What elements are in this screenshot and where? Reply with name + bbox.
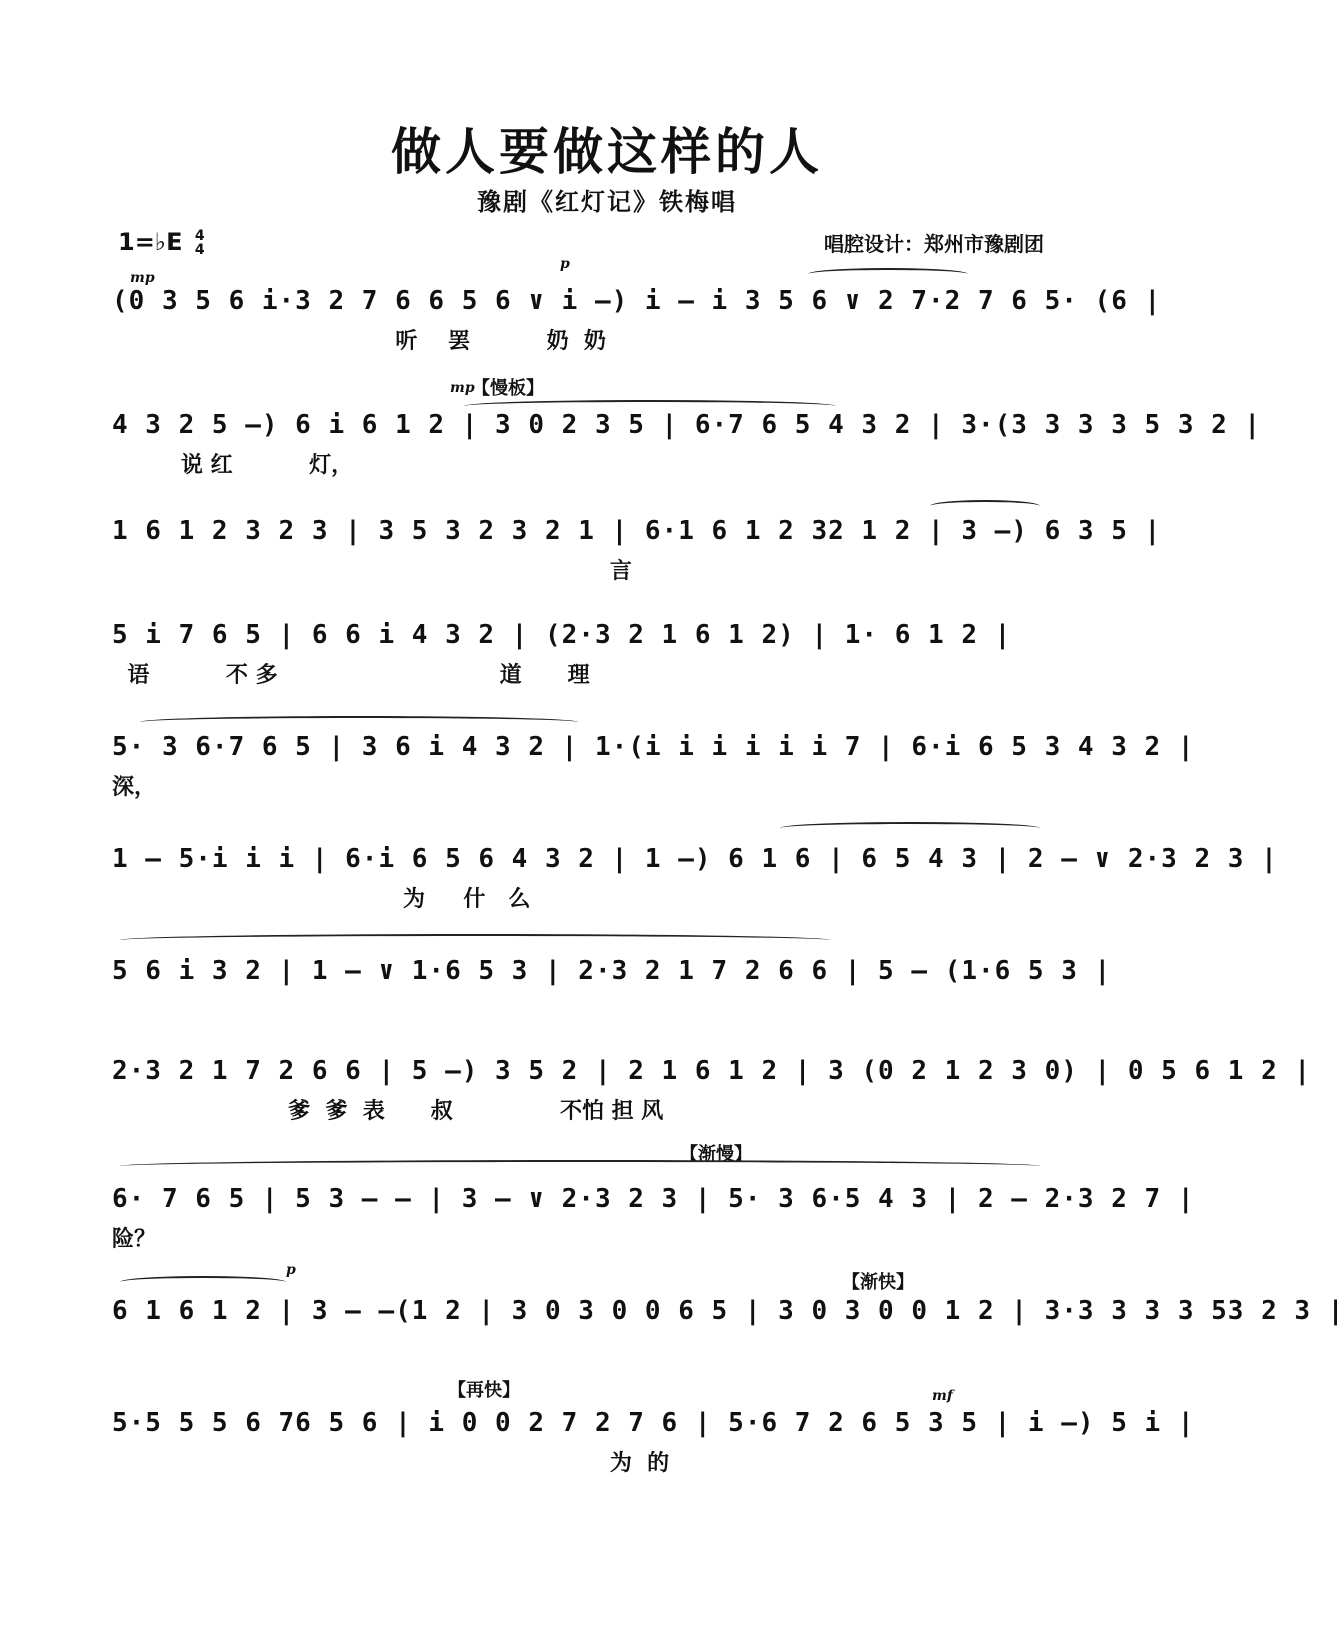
- page-title: 做人要做这样的人: [391, 122, 823, 181]
- notation-line-5: [112, 732, 1195, 800]
- time-signature-bottom: 4: [194, 242, 205, 258]
- notation-line-7: [112, 956, 1112, 1024]
- notation-notes: 6 1 6 1 2 | 3 – –(1 2 | 3 0 3 0 0 6 5 | 3 0 3 0 0 1 2 | 3·3 3 3 3 53 2 3 |: [112, 1296, 1344, 1326]
- lyrics-text: 说 红 灯，: [112, 452, 354, 478]
- slur-line-7: [120, 934, 830, 946]
- lyrics-text: 为 的: [112, 1450, 670, 1476]
- dynamic-mp-1: mp: [130, 270, 155, 286]
- dynamic-p-1: p: [560, 256, 570, 272]
- page-subtitle: 豫剧《红灯记》铁梅唱: [477, 187, 737, 216]
- slur-line-10: [120, 1276, 286, 1288]
- slur-line-1: [808, 268, 968, 280]
- dynamic-mp-2: mp: [450, 380, 475, 396]
- notation-notes: (0 3 5 6 i·3 2 7 6 6 5 6 ∨ i –) i – i 3 5 6 ∨ 2 7·2 7 6 5· (6 |: [112, 286, 1162, 316]
- notation-line-9: [112, 1184, 1195, 1252]
- tempo-jianman: 【渐慢】: [680, 1144, 752, 1165]
- lyrics-text: 险？: [112, 1226, 157, 1252]
- notation-line-4: [112, 620, 1092, 688]
- notation-notes: 6· 7 6 5 | 5 3 – – | 3 – ∨ 2·3 2 3 | 5· 3 6·5 4 3 | 2 – 2·3 2 7 |: [112, 1184, 1195, 1214]
- lyrics-text: 为 什 么: [112, 886, 531, 912]
- notation-notes: 2·3 2 1 7 2 6 6 | 5 –) 3 5 2 | 2 1 6 1 2 | 3 (0 2 1 2 3 0) | 0 5 6 1 2 |: [112, 1056, 1312, 1086]
- key-signature: [118, 228, 205, 257]
- notation-line-11: [112, 1408, 1195, 1476]
- tempo-zaikuai: 【再快】: [448, 1380, 520, 1401]
- notation-notes: 5 i 7 6 5 | 6 6 i 4 3 2 | (2·3 2 1 6 1 2) | 1· 6 1 2 |: [112, 620, 1012, 650]
- notation-notes: 1 – 5·i i i | 6·i 6 5 6 4 3 2 | 1 –) 6 1 6 | 6 5 4 3 | 2 – ∨ 2·3 2 3 |: [112, 844, 1278, 874]
- lyrics-text: 语 不 多 道 理: [112, 662, 590, 688]
- lyrics-text: 言: [112, 558, 632, 584]
- composer-credit: 唱腔设计：郑州市豫剧团: [824, 232, 1044, 256]
- dynamic-mf: mf: [932, 1388, 953, 1404]
- notation-line-1: [112, 286, 1162, 354]
- notation-line-8: [112, 1056, 1312, 1124]
- slur-line-6: [780, 822, 1040, 834]
- lyrics-text: [112, 1334, 1092, 1364]
- lyrics-text: 爹 爹 表 叔 不怕 担 风: [112, 1098, 664, 1124]
- slur-line-3: [930, 500, 1040, 512]
- tempo-manban: 【慢板】: [472, 378, 544, 399]
- slur-line-5: [140, 716, 578, 728]
- notation-line-3: [112, 516, 1162, 584]
- notation-notes: 1 6 1 2 3 2 3 | 3 5 3 2 3 2 1 | 6·1 6 1 2 32 1 2 | 3 –) 6 3 5 |: [112, 516, 1162, 546]
- time-signature-top: 4: [194, 228, 205, 244]
- time-signature: [195, 229, 205, 257]
- notation-line-6: [112, 844, 1278, 912]
- lyrics-text: [112, 994, 1092, 1024]
- lyrics-text: 听 罢 奶 奶: [112, 328, 606, 354]
- key-label: 1=♭E: [118, 228, 183, 256]
- lyrics-text: 深，: [112, 774, 157, 800]
- notation-line-2: [112, 410, 1262, 478]
- notation-notes: 5 6 i 3 2 | 1 – ∨ 1·6 5 3 | 2·3 2 1 7 2 6 6 | 5 – (1·6 5 3 |: [112, 956, 1112, 986]
- slur-line-9: [120, 1160, 1040, 1172]
- tempo-jiankuai: 【渐快】: [842, 1272, 914, 1293]
- notation-notes: 4 3 2 5 –) 6 i 6 1 2 | 3 0 2 3 5 | 6·7 6 5 4 3 2 | 3·(3 3 3 3 5 3 2 |: [112, 410, 1262, 440]
- notation-line-10: [112, 1296, 1344, 1364]
- notation-notes: 5·5 5 5 6 76 5 6 | i 0 0 2 7 2 7 6 | 5·6 7 2 6 5 3 5 | i –) 5 i |: [112, 1408, 1195, 1438]
- notation-notes: 5· 3 6·7 6 5 | 3 6 i 4 3 2 | 1·(i i i i i i 7 | 6·i 6 5 3 4 3 2 |: [112, 732, 1195, 762]
- dynamic-p-2: p: [286, 1262, 296, 1278]
